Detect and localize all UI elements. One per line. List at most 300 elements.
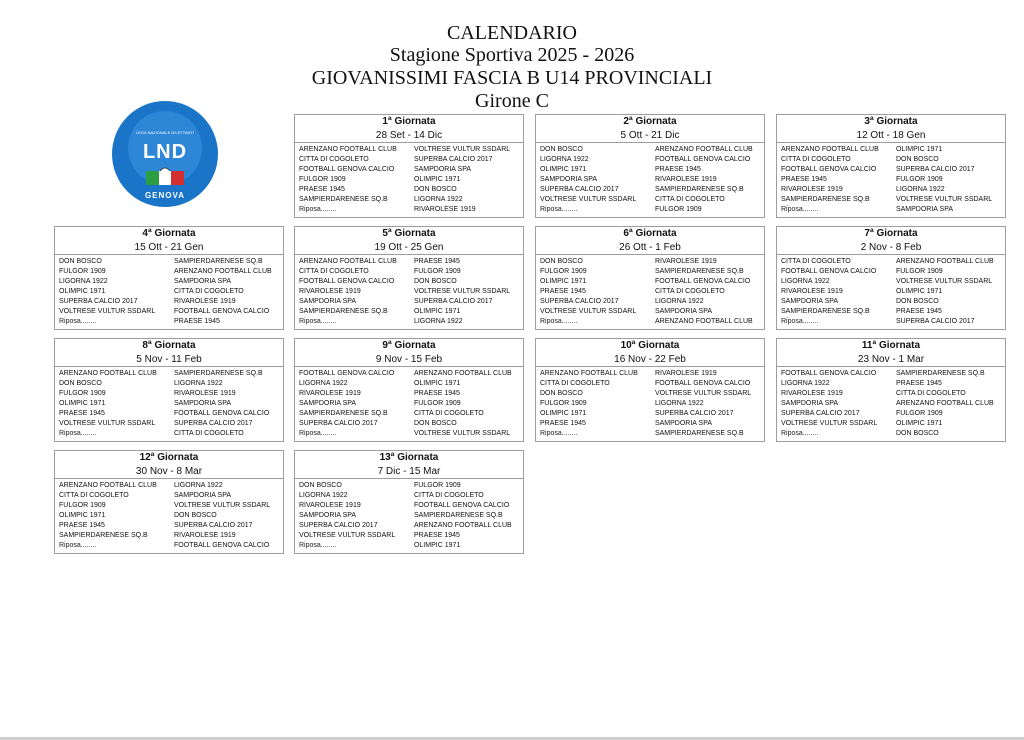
home-team: CITTA DI COGOLETO (59, 492, 129, 499)
home-team: ARENZANO FOOTBALL CLUB (59, 482, 157, 489)
home-team: SUPERBA CALCIO 2017 (299, 420, 378, 427)
match-row (295, 491, 523, 501)
home-team: FULGOR 1909 (540, 400, 587, 407)
resting-team: ARENZANO FOOTBALL CLUB (654, 318, 753, 325)
lnd-logo-text: LND (142, 141, 188, 163)
away-team: LIGORNA 1922 (895, 186, 945, 193)
match-row (295, 531, 523, 541)
home-team: RIVAROLESE 1919 (299, 502, 361, 509)
match-row (536, 297, 764, 307)
home-team: FULGOR 1909 (299, 176, 346, 183)
home-team: LIGORNA 1922 (299, 380, 348, 387)
resting-team: DON BOSCO (895, 430, 939, 437)
rest-row (536, 429, 764, 439)
lnd-logo-inner (128, 111, 202, 185)
away-team: VOLTRESE VULTUR SSDARL (654, 390, 752, 397)
away-team: FOOTBALL GENOVA CALCIO (413, 502, 510, 509)
away-team: RIVAROLESE 1919 (173, 532, 236, 539)
match-row (295, 257, 523, 267)
match-row (777, 307, 1005, 317)
away-team: RIVAROLESE 1919 (173, 390, 236, 397)
round-dates: 5 Nov - 11 Feb (55, 353, 283, 367)
away-team: RIVAROLESE 1919 (654, 370, 717, 377)
round-title: 12ª Giornata (139, 452, 199, 463)
home-team: VOLTRESE VULTUR SSDARL (540, 308, 637, 315)
round-title: 5ª Giornata (382, 228, 436, 239)
round-dates: 23 Nov - 1 Mar (777, 353, 1005, 367)
resting-team: VOLTRESE VULTUR SSDARL (413, 430, 511, 437)
home-team: SAMPDORIA SPA (299, 400, 357, 407)
match-row (777, 369, 1005, 379)
match-row (777, 185, 1005, 195)
home-team: SAMPIERDARENESE SQ.B (59, 532, 148, 539)
home-team: LIGORNA 1922 (781, 278, 830, 285)
away-team: SAMPDORIA SPA (173, 400, 232, 407)
match-row (536, 399, 764, 409)
away-team: SAMPDORIA SPA (413, 166, 472, 173)
home-team: ARENZANO FOOTBALL CLUB (299, 258, 397, 265)
match-row (777, 419, 1005, 429)
away-team: PRAESE 1945 (413, 390, 460, 397)
away-team: ARENZANO FOOTBALL CLUB (895, 400, 994, 407)
match-row (536, 257, 764, 267)
round-block (776, 338, 1006, 442)
lnd-logo-ring-text: LEGA NAZIONALE DILETTANTI (136, 130, 194, 135)
home-team: VOLTRESE VULTUR SSDARL (59, 308, 156, 315)
resting-team: FULGOR 1909 (654, 206, 702, 213)
match-list (777, 143, 1005, 215)
resting-team: CITTA DI COGOLETO (173, 430, 244, 437)
match-row (295, 165, 523, 175)
match-row (295, 481, 523, 491)
round-block (535, 338, 765, 442)
home-team: RIVAROLESE 1919 (299, 390, 361, 397)
resting-team: RIVAROLESE 1919 (413, 206, 476, 213)
away-team: OLIMPIC 1971 (895, 288, 943, 295)
rest-row (55, 429, 283, 439)
home-team: FOOTBALL GENOVA CALCIO (299, 370, 395, 377)
match-row (295, 287, 523, 297)
match-row (777, 267, 1005, 277)
lnd-logo (112, 101, 218, 207)
italian-flag-icon (146, 171, 184, 185)
home-team: OLIMPIC 1971 (59, 512, 106, 519)
match-list (295, 479, 523, 551)
away-team: FOOTBALL GENOVA CALCIO (654, 278, 751, 285)
away-team: FOOTBALL GENOVA CALCIO (654, 380, 751, 387)
rest-label: Riposa........ (299, 206, 337, 213)
round-title: 1ª Giornata (382, 116, 436, 127)
match-row (55, 511, 283, 521)
round-dates: 15 Ott - 21 Gen (55, 241, 283, 255)
away-team: PRAESE 1945 (895, 308, 942, 315)
round-dates: 7 Dic - 15 Mar (295, 465, 523, 479)
home-team: FOOTBALL GENOVA CALCIO (781, 370, 877, 377)
home-team: SAMPIERDARENESE SQ.B (299, 196, 388, 203)
rest-label: Riposa........ (299, 430, 337, 437)
away-team: DON BOSCO (413, 420, 457, 427)
match-row (55, 409, 283, 419)
match-row (536, 287, 764, 297)
match-list (536, 367, 764, 439)
match-row (777, 145, 1005, 155)
round-block (535, 226, 765, 330)
season-subtitle: Stagione Sportiva 2025 - 2026 (389, 44, 635, 66)
away-team: OLIMPIC 1971 (413, 308, 461, 315)
rest-label: Riposa........ (540, 206, 578, 213)
away-team: SUPERBA CALCIO 2017 (654, 410, 734, 417)
home-team: CITTA DI COGOLETO (540, 380, 610, 387)
rest-label: Riposa........ (59, 318, 97, 325)
home-team: SAMPIERDARENESE SQ.B (299, 308, 388, 315)
match-list (536, 255, 764, 327)
rest-label: Riposa........ (299, 542, 337, 549)
match-row (536, 379, 764, 389)
home-team: SAMPDORIA SPA (299, 298, 357, 305)
rest-label: Riposa........ (59, 542, 97, 549)
home-team: LIGORNA 1922 (59, 278, 108, 285)
round-dates: 9 Nov - 15 Feb (295, 353, 523, 367)
home-team: SAMPDORIA SPA (540, 176, 598, 183)
match-row (55, 389, 283, 399)
match-row (295, 409, 523, 419)
home-team: PRAESE 1945 (540, 420, 586, 427)
rest-label: Riposa........ (540, 318, 578, 325)
match-row (536, 145, 764, 155)
away-team: DON BOSCO (895, 156, 939, 163)
home-team: DON BOSCO (540, 390, 583, 397)
round-block (294, 450, 524, 554)
home-team: RIVAROLESE 1919 (299, 288, 361, 295)
home-team: DON BOSCO (540, 258, 583, 265)
away-team: CITTA DI COGOLETO (654, 196, 725, 203)
away-team: LIGORNA 1922 (173, 482, 223, 489)
away-team: ARENZANO FOOTBALL CLUB (413, 370, 512, 377)
home-team: VOLTRESE VULTUR SSDARL (299, 532, 396, 539)
away-team: FULGOR 1909 (413, 268, 461, 275)
away-team: VOLTRESE VULTUR SSDARL (413, 288, 511, 295)
away-team: VOLTRESE VULTUR SSDARL (173, 502, 271, 509)
home-team: DON BOSCO (540, 146, 583, 153)
match-row (536, 389, 764, 399)
group-subtitle: Girone C (475, 90, 549, 112)
away-team: SAMPDORIA SPA (173, 278, 232, 285)
home-team: OLIMPIC 1971 (540, 410, 587, 417)
rest-row (55, 317, 283, 327)
round-block (54, 226, 284, 330)
match-row (55, 369, 283, 379)
home-team: OLIMPIC 1971 (59, 288, 106, 295)
home-team: VOLTRESE VULTUR SSDARL (540, 196, 637, 203)
match-row (295, 277, 523, 287)
round-block (535, 114, 765, 218)
round-block (54, 450, 284, 554)
home-team: RIVAROLESE 1919 (781, 186, 843, 193)
resting-team: SAMPDORIA SPA (895, 206, 954, 213)
away-team: RIVAROLESE 1919 (173, 298, 236, 305)
rest-label: Riposa........ (781, 430, 819, 437)
home-team: SUPERBA CALCIO 2017 (299, 522, 378, 529)
away-team: PRAESE 1945 (413, 532, 460, 539)
match-list (295, 367, 523, 439)
match-row (295, 185, 523, 195)
away-team: SAMPDORIA SPA (654, 420, 713, 427)
away-team: FULGOR 1909 (413, 400, 461, 407)
home-team: VOLTRESE VULTUR SSDARL (59, 420, 156, 427)
home-team: DON BOSCO (59, 258, 102, 265)
resting-team: OLIMPIC 1971 (413, 542, 461, 549)
away-team: FOOTBALL GENOVA CALCIO (173, 410, 270, 417)
away-team: PRAESE 1945 (654, 166, 701, 173)
category-subtitle: GIOVANISSIMI FASCIA B U14 PROVINCIALI (311, 67, 713, 89)
home-team: RIVAROLESE 1919 (781, 390, 843, 397)
match-row (536, 195, 764, 205)
away-team: PRAESE 1945 (895, 380, 942, 387)
resting-team: FOOTBALL GENOVA CALCIO (173, 542, 270, 549)
round-dates: 16 Nov - 22 Feb (536, 353, 764, 367)
home-team: OLIMPIC 1971 (540, 166, 587, 173)
home-team: FOOTBALL GENOVA CALCIO (299, 278, 395, 285)
away-team: OLIMPIC 1971 (413, 380, 461, 387)
match-row (295, 195, 523, 205)
resting-team: SUPERBA CALCIO 2017 (895, 318, 975, 325)
home-team: ARENZANO FOOTBALL CLUB (299, 146, 397, 153)
away-team: RIVAROLESE 1919 (654, 258, 717, 265)
away-team: DON BOSCO (173, 512, 217, 519)
match-row (536, 277, 764, 287)
match-row (295, 389, 523, 399)
match-row (55, 501, 283, 511)
match-list (55, 479, 283, 551)
match-row (777, 257, 1005, 267)
home-team: ARENZANO FOOTBALL CLUB (59, 370, 157, 377)
home-team: SAMPIERDARENESE SQ.B (781, 196, 870, 203)
away-team: FULGOR 1909 (413, 482, 461, 489)
home-team: SUPERBA CALCIO 2017 (540, 298, 619, 305)
match-row (536, 185, 764, 195)
match-row (55, 481, 283, 491)
home-team: SUPERBA CALCIO 2017 (540, 186, 619, 193)
rest-row (295, 317, 523, 327)
home-team: PRAESE 1945 (59, 522, 105, 529)
rest-row (777, 317, 1005, 327)
rest-label: Riposa........ (781, 318, 819, 325)
round-dates: 26 Ott - 1 Feb (536, 241, 764, 255)
home-team: VOLTRESE VULTUR SSDARL (781, 420, 878, 427)
home-team: PRAESE 1945 (299, 186, 345, 193)
match-row (55, 277, 283, 287)
home-team: SAMPIERDARENESE SQ.B (299, 410, 388, 417)
home-team: FULGOR 1909 (59, 268, 106, 275)
away-team: SUPERBA CALCIO 2017 (413, 298, 493, 305)
match-list (295, 255, 523, 327)
home-team: CITTA DI COGOLETO (299, 268, 369, 275)
away-team: SAMPIERDARENESE SQ.B (173, 370, 263, 377)
rest-row (536, 205, 764, 215)
away-team: CITTA DI COGOLETO (173, 288, 244, 295)
round-title: 9ª Giornata (382, 340, 436, 351)
match-row (55, 379, 283, 389)
match-row (536, 409, 764, 419)
round-block (54, 338, 284, 442)
away-team: SAMPIERDARENESE SQ.B (654, 268, 744, 275)
away-team: CITTA DI COGOLETO (895, 390, 966, 397)
round-dates: 30 Nov - 8 Mar (55, 465, 283, 479)
match-row (295, 267, 523, 277)
match-row (55, 419, 283, 429)
rest-row (777, 429, 1005, 439)
match-row (777, 277, 1005, 287)
home-team: LIGORNA 1922 (540, 156, 589, 163)
away-team: SUPERBA CALCIO 2017 (413, 156, 493, 163)
rest-row (536, 317, 764, 327)
away-team: RIVAROLESE 1919 (654, 176, 717, 183)
away-team: LIGORNA 1922 (173, 380, 223, 387)
round-title: 2ª Giornata (623, 116, 677, 127)
match-row (295, 511, 523, 521)
match-row (55, 287, 283, 297)
rest-row (777, 205, 1005, 215)
match-list (295, 143, 523, 215)
home-team: SAMPDORIA SPA (299, 512, 357, 519)
round-title: 7ª Giornata (864, 228, 918, 239)
home-team: SAMPDORIA SPA (781, 298, 839, 305)
home-team: DON BOSCO (299, 482, 342, 489)
away-team: CITTA DI COGOLETO (413, 492, 484, 499)
home-team: CITTA DI COGOLETO (299, 156, 369, 163)
home-team: FOOTBALL GENOVA CALCIO (781, 268, 877, 275)
rest-label: Riposa........ (781, 206, 819, 213)
rest-row (295, 205, 523, 215)
home-team: LIGORNA 1922 (299, 492, 348, 499)
home-team: PRAESE 1945 (540, 288, 586, 295)
away-team: FULGOR 1909 (895, 176, 943, 183)
away-team: VOLTRESE VULTUR SSDARL (895, 196, 993, 203)
away-team: OLIMPIC 1971 (895, 420, 943, 427)
match-row (777, 297, 1005, 307)
home-team: PRAESE 1945 (781, 176, 827, 183)
away-team: FOOTBALL GENOVA CALCIO (654, 156, 751, 163)
round-title: 11ª Giornata (861, 340, 921, 351)
away-team: ARENZANO FOOTBALL CLUB (413, 522, 512, 529)
home-team: ARENZANO FOOTBALL CLUB (781, 146, 879, 153)
home-team: FULGOR 1909 (59, 390, 106, 397)
away-team: LIGORNA 1922 (654, 400, 704, 407)
match-row (536, 155, 764, 165)
match-row (295, 521, 523, 531)
match-row (295, 155, 523, 165)
away-team: FULGOR 1909 (895, 268, 943, 275)
match-row (55, 297, 283, 307)
match-row (777, 175, 1005, 185)
away-team: SUPERBA CALCIO 2017 (895, 166, 975, 173)
round-title: 6ª Giornata (623, 228, 677, 239)
match-list (777, 255, 1005, 327)
round-dates: 2 Nov - 8 Feb (777, 241, 1005, 255)
rest-label: Riposa........ (59, 430, 97, 437)
lnd-logo-city: GENOVA (144, 191, 186, 200)
round-title: 4ª Giornata (142, 228, 196, 239)
match-row (536, 307, 764, 317)
match-row (55, 491, 283, 501)
home-team: LIGORNA 1922 (781, 380, 830, 387)
match-row (295, 145, 523, 155)
match-row (295, 379, 523, 389)
home-team: FOOTBALL GENOVA CALCIO (299, 166, 395, 173)
away-team: SUPERBA CALCIO 2017 (173, 522, 253, 529)
home-team: RIVAROLESE 1919 (781, 288, 843, 295)
away-team: PRAESE 1945 (413, 258, 460, 265)
match-row (295, 307, 523, 317)
match-row (777, 165, 1005, 175)
match-list (55, 367, 283, 439)
away-team: FULGOR 1909 (895, 410, 943, 417)
round-block (294, 338, 524, 442)
match-row (777, 155, 1005, 165)
match-row (55, 257, 283, 267)
match-row (55, 399, 283, 409)
round-title: 13ª Giornata (379, 452, 439, 463)
away-team: LIGORNA 1922 (413, 196, 463, 203)
away-team: SAMPIERDARENESE SQ.B (895, 370, 985, 377)
round-dates: 28 Set - 14 Dic (295, 129, 523, 143)
home-team: DON BOSCO (59, 380, 102, 387)
away-team: LIGORNA 1922 (654, 298, 704, 305)
match-row (295, 399, 523, 409)
away-team: VOLTRESE VULTUR SSDARL (413, 146, 511, 153)
away-team: SAMPDORIA SPA (654, 308, 713, 315)
away-team: CITTA DI COGOLETO (413, 410, 484, 417)
round-dates: 5 Ott - 21 Dic (536, 129, 764, 143)
match-row (55, 267, 283, 277)
match-row (536, 369, 764, 379)
home-team: FULGOR 1909 (540, 268, 587, 275)
match-row (295, 501, 523, 511)
away-team: SUPERBA CALCIO 2017 (173, 420, 253, 427)
match-row (295, 419, 523, 429)
away-team: DON BOSCO (413, 186, 457, 193)
round-title: 10ª Giornata (620, 340, 680, 351)
round-dates: 12 Ott - 18 Gen (777, 129, 1005, 143)
round-title: 8ª Giornata (142, 340, 196, 351)
home-team: OLIMPIC 1971 (59, 400, 106, 407)
home-team: FULGOR 1909 (59, 502, 106, 509)
match-row (536, 419, 764, 429)
away-team: FOOTBALL GENOVA CALCIO (173, 308, 270, 315)
match-row (295, 297, 523, 307)
home-team: SUPERBA CALCIO 2017 (781, 410, 860, 417)
away-team: DON BOSCO (413, 278, 457, 285)
match-row (777, 399, 1005, 409)
match-row (295, 369, 523, 379)
round-block (776, 114, 1006, 218)
match-row (295, 175, 523, 185)
match-list (55, 255, 283, 327)
home-team: SAMPIERDARENESE SQ.B (781, 308, 870, 315)
match-row (55, 521, 283, 531)
rest-row (295, 541, 523, 551)
resting-team: SAMPIERDARENESE SQ.B (654, 430, 744, 437)
match-row (536, 267, 764, 277)
away-team: DON BOSCO (895, 298, 939, 305)
match-row (777, 379, 1005, 389)
round-block (294, 114, 524, 218)
match-list (536, 143, 764, 215)
match-row (55, 531, 283, 541)
calendar-title: CALENDARIO (447, 22, 577, 44)
home-team: SUPERBA CALCIO 2017 (59, 298, 138, 305)
away-team: CITTA DI COGOLETO (654, 288, 725, 295)
